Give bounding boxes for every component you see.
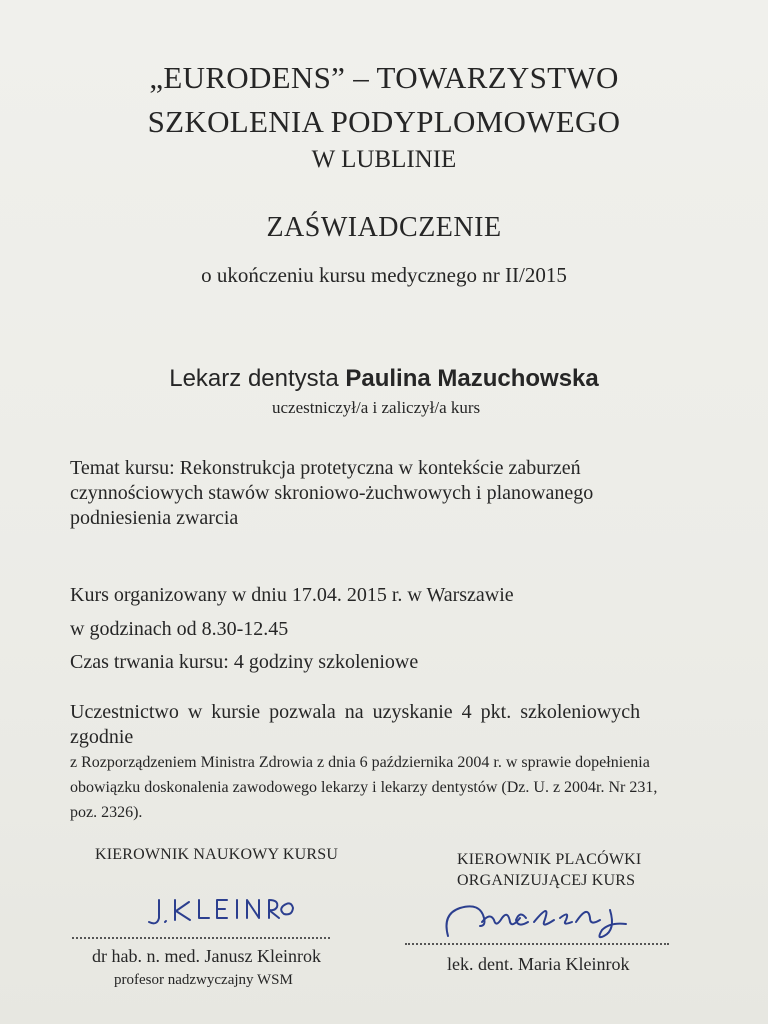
left-signature-handwriting <box>145 890 295 932</box>
right-signer-name: lek. dent. Maria Kleinrok <box>447 954 630 974</box>
left-signer-role: profesor nadzwyczajny WSM <box>114 972 293 988</box>
paragraph-line-1: Uczestnictwo w kursie pozwala na uzyskanie 4 pkt. szkoleniowych zgodnie <box>70 701 641 748</box>
paragraph-line-4: poz. 2326). <box>70 804 143 821</box>
participant-note: uczestniczył/a i zaliczył/a kurs <box>272 398 481 417</box>
course-organized: Kurs organizowany w dniu 17.04. 2015 r. w Warszawie <box>70 584 514 606</box>
topic-label: Temat kursu: <box>70 457 175 479</box>
participant-line <box>0 365 768 393</box>
participant-prefix: Lekarz dentysta <box>169 365 339 392</box>
topic-line-1: Rekonstrukcja protetyczna w kontekście zaburzeń <box>179 457 581 479</box>
paragraph-line-2: z Rozporządzeniem Ministra Zdrowia z dnia 6 października 2004 r. w sprawie dopełnienia <box>70 754 650 771</box>
legal-paragraph <box>70 700 710 825</box>
paragraph-line-3: obowiązku doskonalenia zawodowego lekarzy i lekarzy dentystów (Dz. U. z 2004r. Nr 231, <box>70 779 658 796</box>
course-topic <box>70 456 710 531</box>
right-signature-title-line-1: KIEROWNIK PLACÓWKI <box>457 851 642 868</box>
right-signature-line <box>405 943 669 945</box>
certificate-title: ZAŚWIADCZENIE <box>266 212 502 243</box>
course-hours: w godzinach od 8.30-12.45 <box>70 618 289 640</box>
header-line-1: „EURODENS” – TOWARZYSTWO <box>149 60 619 95</box>
participant-name: Paulina Mazuchowska <box>345 365 599 392</box>
header-line-2: SZKOLENIA PODYPLOMOWEGO <box>147 104 621 139</box>
header-line-3: W LUBLINIE <box>311 146 457 173</box>
left-signature-line <box>72 937 330 939</box>
course-duration: Czas trwania kursu: 4 godziny szkoleniowe <box>70 651 419 673</box>
right-signature-handwriting <box>440 896 640 946</box>
left-signer-name: dr hab. n. med. Janusz Kleinrok <box>92 946 321 966</box>
certificate-subtitle: o ukończeniu kursu medycznego nr II/2015 <box>201 263 567 287</box>
topic-line-2: czynnościowych stawów skroniowo-żuchwowych i planowanego <box>70 482 594 504</box>
left-signature-title: KIEROWNIK NAUKOWY KURSU <box>95 846 339 863</box>
topic-line-3: podniesienia zwarcia <box>70 507 239 529</box>
right-signature-title-line-2: ORGANIZUJĄCEJ KURS <box>457 872 636 889</box>
